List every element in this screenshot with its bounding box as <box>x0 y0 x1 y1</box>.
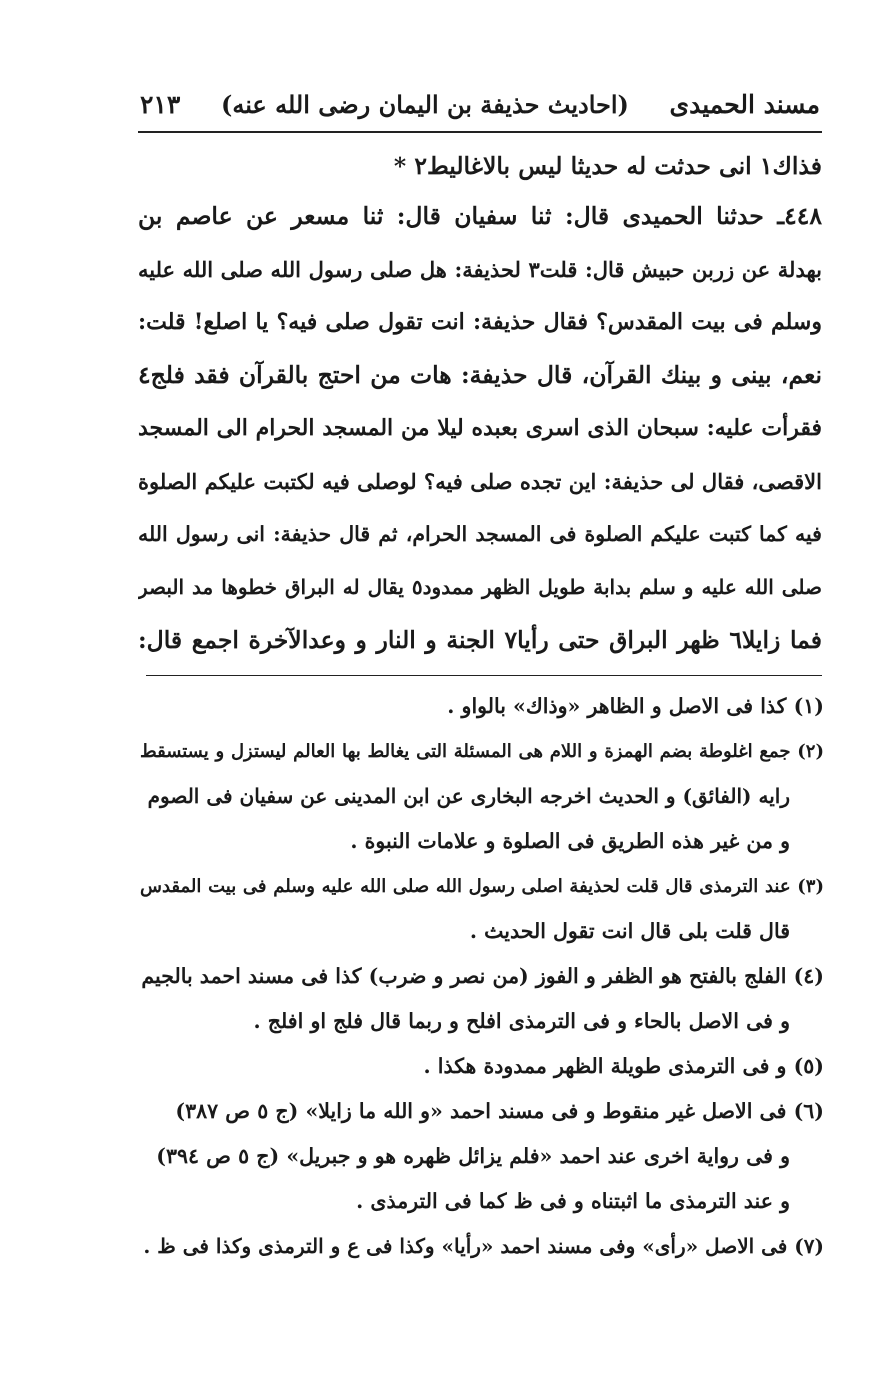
footnote-line: (٣) عند الترمذى قال قلت لحذيفة اصلى رسول الله صلى الله عليه وسلم فى بيت المقدس <box>140 876 824 897</box>
footnote-line: و فى الاصل بالحاء و فى الترمذى افلح و ربما قال فلج او افلج . <box>253 1009 790 1033</box>
text-line: بهدلة عن زربن حبيش قال: قلت٣ لحذيفة: هل صلى رسول الله صلى الله عليه <box>138 257 822 282</box>
text-line: فقرأت عليه: سبحان الذى اسرى بعبده ليلا من المسجد الحرام الى المسجد <box>138 415 822 441</box>
text-line: وسلم فى بيت المقدس؟ فقال حذيفة: انت تقول صلى فيه؟ يا اصلع! قلت: <box>138 309 822 335</box>
page-number: ٢١٣ <box>140 89 181 119</box>
footnote-line: و فى رواية اخرى عند احمد «فلم يزائل ظهره هو و جبريل» (ج ٥ ص ٣٩٤) <box>156 1144 790 1168</box>
header-rule <box>138 131 822 133</box>
footnote-line: قال قلت بلى قال انت تقول الحديث . <box>469 919 790 943</box>
text-line: نعم، بينى و بينك القرآن، قال حذيفة: هات من احتج بالقرآن فقد فلج٤ <box>138 361 822 389</box>
footnote-line: (١) كذا فى الاصل و الظاهر «وذاك» بالواو . <box>447 694 824 718</box>
running-header <box>140 84 820 124</box>
footnote-line: (٢) جمع اغلوطة بضم الهمزة و اللام هى المسئلة التى يغالط بها العالم ليستزل و يستسقط <box>140 741 824 762</box>
chapter-title: (احاديث حذيفة بن اليمان رضى الله عنه) <box>220 89 629 119</box>
text-line: صلى الله عليه و سلم بدابة طويل الظهر ممدود٥ يقال له البراق خطوها مد البصر <box>138 575 822 599</box>
footnote-line: (٧) فى الاصل «رأى» وفى مسند احمد «رأيا» وكذا فى ع و الترمذى وكذا فى ظ . <box>143 1234 824 1258</box>
footnotes <box>140 684 824 1269</box>
footnote-line: (٦) فى الاصل غير منقوط و فى مسند احمد «و الله ما زايلا» (ج ٥ ص ٣٨٧) <box>175 1099 824 1123</box>
text-line: الاقصى، فقال لى حذيفة: اين تجده صلى فيه؟ لوصلى فيه لكتبت عليكم الصلوة <box>138 469 822 494</box>
text-line: ٤٤٨ـ حدثنا الحميدى قال: ثنا سفيان قال: ثنا مسعر عن عاصم بن <box>138 202 822 230</box>
footnote-rule <box>146 675 822 676</box>
hadith-text <box>138 142 822 667</box>
footnote-line: (٥) و فى الترمذى طويلة الظهر ممدودة هكذا . <box>423 1054 824 1078</box>
book-title: مسند الحميدى <box>669 89 820 119</box>
text-line: فيه كما كتبت عليكم الصلوة فى المسجد الحرام، ثم قال حذيفة: انى رسول الله <box>138 522 822 546</box>
footnote-line: و عند الترمذى ما اثبتناه و فى ظ كما فى الترمذى . <box>356 1189 790 1213</box>
footnote-line: و من غير هذه الطريق فى الصلوة و علامات النبوة . <box>350 829 790 853</box>
text-line: فذاك١ انى حدثت له حديثا ليس بالاغاليط٢ * <box>393 152 822 180</box>
footnote-line: رايه (الفائق) و الحديث اخرجه البخارى عن ابن المدينى عن سفيان فى الصوم <box>147 784 790 808</box>
footnote-line: (٤) الفلج بالفتح هو الظفر و الفوز (من نصر و ضرب) كذا فى مسند احمد بالجيم <box>141 964 824 988</box>
text-line: فما زايلا٦ ظهر البراق حتى رأيا٧ الجنة و النار و وعدالآخرة اجمع قال: <box>138 626 822 654</box>
